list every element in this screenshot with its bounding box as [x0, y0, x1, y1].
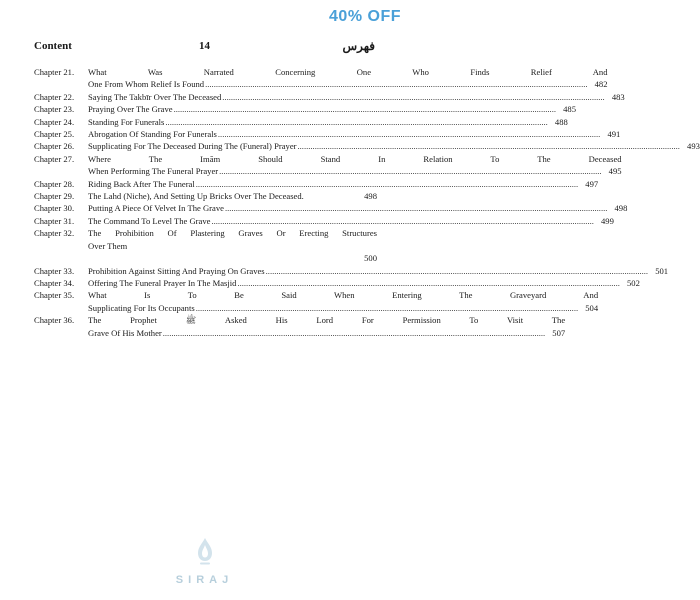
- chapter-title-line: The Prophet ﷺ Asked His Lord For Permission To Visit The: [88, 315, 566, 326]
- toc-entry: [34, 153, 622, 178]
- chapter-number: Chapter 24.: [34, 116, 75, 127]
- chapter-page-number: 500: [364, 253, 377, 264]
- leader-dots: [196, 302, 578, 314]
- toc-entry: [34, 190, 377, 202]
- leader-dots: [174, 103, 556, 115]
- chapter-page-number: 497: [585, 178, 599, 189]
- chapter-title-line: One From Whom Relief Is Found: [88, 79, 205, 90]
- chapter-page-number: 485: [563, 104, 576, 115]
- chapter-title-line: Prohibition Against Sitting And Praying On Graves: [88, 265, 265, 276]
- chapter-title-line: Grave Of His Mother: [88, 327, 162, 338]
- chapter-title-block: [88, 66, 608, 91]
- toc-entry: [34, 314, 566, 339]
- chapter-title-line: Abrogation Of Standing For Funerals: [88, 129, 217, 140]
- chapter-page-number: 504: [585, 302, 599, 313]
- leader-dots: [196, 178, 578, 190]
- chapter-title-line: Where The Imām Should Stand In Relation To The Deceased: [88, 153, 622, 164]
- chapter-number: Chapter 30.: [34, 203, 75, 214]
- leader-dots: [218, 128, 600, 140]
- chapter-page-number: 491: [607, 129, 621, 140]
- chapter-number: Chapter 36.: [34, 315, 75, 326]
- chapter-number: Chapter 29.: [34, 191, 75, 202]
- chapter-number: Chapter 27.: [34, 153, 75, 164]
- chapter-title-line: Supplicating For The Deceased During The (Funeral) Prayer: [88, 141, 297, 152]
- leader-dots: [237, 277, 619, 289]
- toc-entry: [34, 289, 599, 314]
- chapter-title-line: Standing For Funerals: [88, 116, 165, 127]
- header-content-label: Content: [34, 40, 72, 52]
- siraj-flame-logo-icon: [193, 537, 217, 567]
- leader-dots: [219, 165, 601, 177]
- leader-dots: [163, 327, 545, 339]
- page-header: [34, 40, 375, 56]
- toc-entry: [34, 215, 614, 227]
- chapter-title-line: Offering The Funeral Prayer In The Masjid: [88, 277, 237, 288]
- chapter-title-line: Over Them: [88, 240, 128, 251]
- chapter-title-line: Putting A Piece Of Velvet In The Grave: [88, 203, 224, 214]
- chapter-title-line: Supplicating For Its Occupants: [88, 302, 195, 313]
- toc-entry: [34, 277, 640, 289]
- toc-entry: [34, 140, 700, 152]
- toc-entry: [34, 66, 608, 91]
- header-arabic-label: فهرس: [342, 39, 375, 53]
- chapter-number: Chapter 35.: [34, 290, 75, 301]
- chapter-title-line: The Lahd (Niche), And Setting Up Bricks Over The Deceased.: [88, 191, 304, 202]
- leader-dots: [225, 202, 607, 214]
- chapter-number: Chapter 26.: [34, 141, 75, 152]
- chapter-page-number: 507: [552, 327, 566, 338]
- chapter-title-line: The Command To Level The Grave: [88, 215, 211, 226]
- chapter-page-number: 482: [594, 79, 608, 90]
- chapter-page-number: 501: [655, 265, 669, 276]
- toc-entry: [34, 202, 628, 214]
- chapter-number: Chapter 22.: [34, 91, 75, 102]
- leader-dots: [165, 116, 547, 128]
- leader-dots: [298, 140, 680, 152]
- chapter-title-line: When Performing The Funeral Prayer: [88, 166, 219, 177]
- chapter-number: Chapter 25.: [34, 129, 75, 140]
- chapter-page-number: 498: [364, 191, 377, 202]
- chapter-number: Chapter 31.: [34, 215, 75, 226]
- discount-badge: 40% OFF: [329, 8, 401, 25]
- chapter-page-number: 495: [608, 166, 622, 177]
- siraj-watermark: [0, 537, 409, 586]
- chapter-number: Chapter 23.: [34, 104, 75, 115]
- chapter-number: Chapter 21.: [34, 67, 75, 77]
- chapter-number: Chapter 34.: [34, 277, 75, 288]
- chapter-title-line: Praying Over The Grave: [88, 104, 173, 115]
- toc-entry: [34, 103, 576, 115]
- chapter-title-line: Saying The Takbīr Over The Deceased: [88, 91, 222, 102]
- chapter-title-line: Riding Back After The Funeral: [88, 178, 195, 189]
- table-of-contents: [34, 66, 700, 339]
- chapter-page-number: 488: [554, 116, 568, 127]
- toc-entry: [34, 91, 625, 103]
- chapter-page-number: 502: [626, 277, 640, 288]
- chapter-number: Chapter 32.: [34, 228, 75, 239]
- toc-entry: [34, 178, 599, 190]
- toc-entry: [34, 265, 669, 277]
- chapter-page-number: 499: [601, 215, 614, 226]
- chapter-number: Chapter 33.: [34, 265, 75, 276]
- chapter-title-line: What Is To Be Said When Entering The Graveyard And: [88, 290, 599, 301]
- chapter-title-line: What Was Narrated Concerning One Who Finds Relief And: [88, 67, 608, 77]
- leader-dots: [222, 91, 604, 103]
- chapter-page-number: 493: [687, 141, 700, 152]
- toc-entry: [34, 227, 377, 264]
- chapter-title-line: The Prohibition Of Plastering Graves Or Erecting Structures: [88, 228, 377, 239]
- siraj-brand-name: SIRAJ: [175, 574, 234, 586]
- chapter-number: Chapter 28.: [34, 178, 75, 189]
- toc-entry: [34, 116, 568, 128]
- leader-dots: [205, 78, 587, 90]
- leader-dots: [211, 215, 593, 227]
- chapter-page-number: 498: [614, 203, 628, 214]
- leader-dots: [266, 265, 648, 277]
- toc-entry: [34, 128, 621, 140]
- chapter-page-number: 483: [611, 91, 625, 102]
- page-number: 14: [199, 40, 210, 52]
